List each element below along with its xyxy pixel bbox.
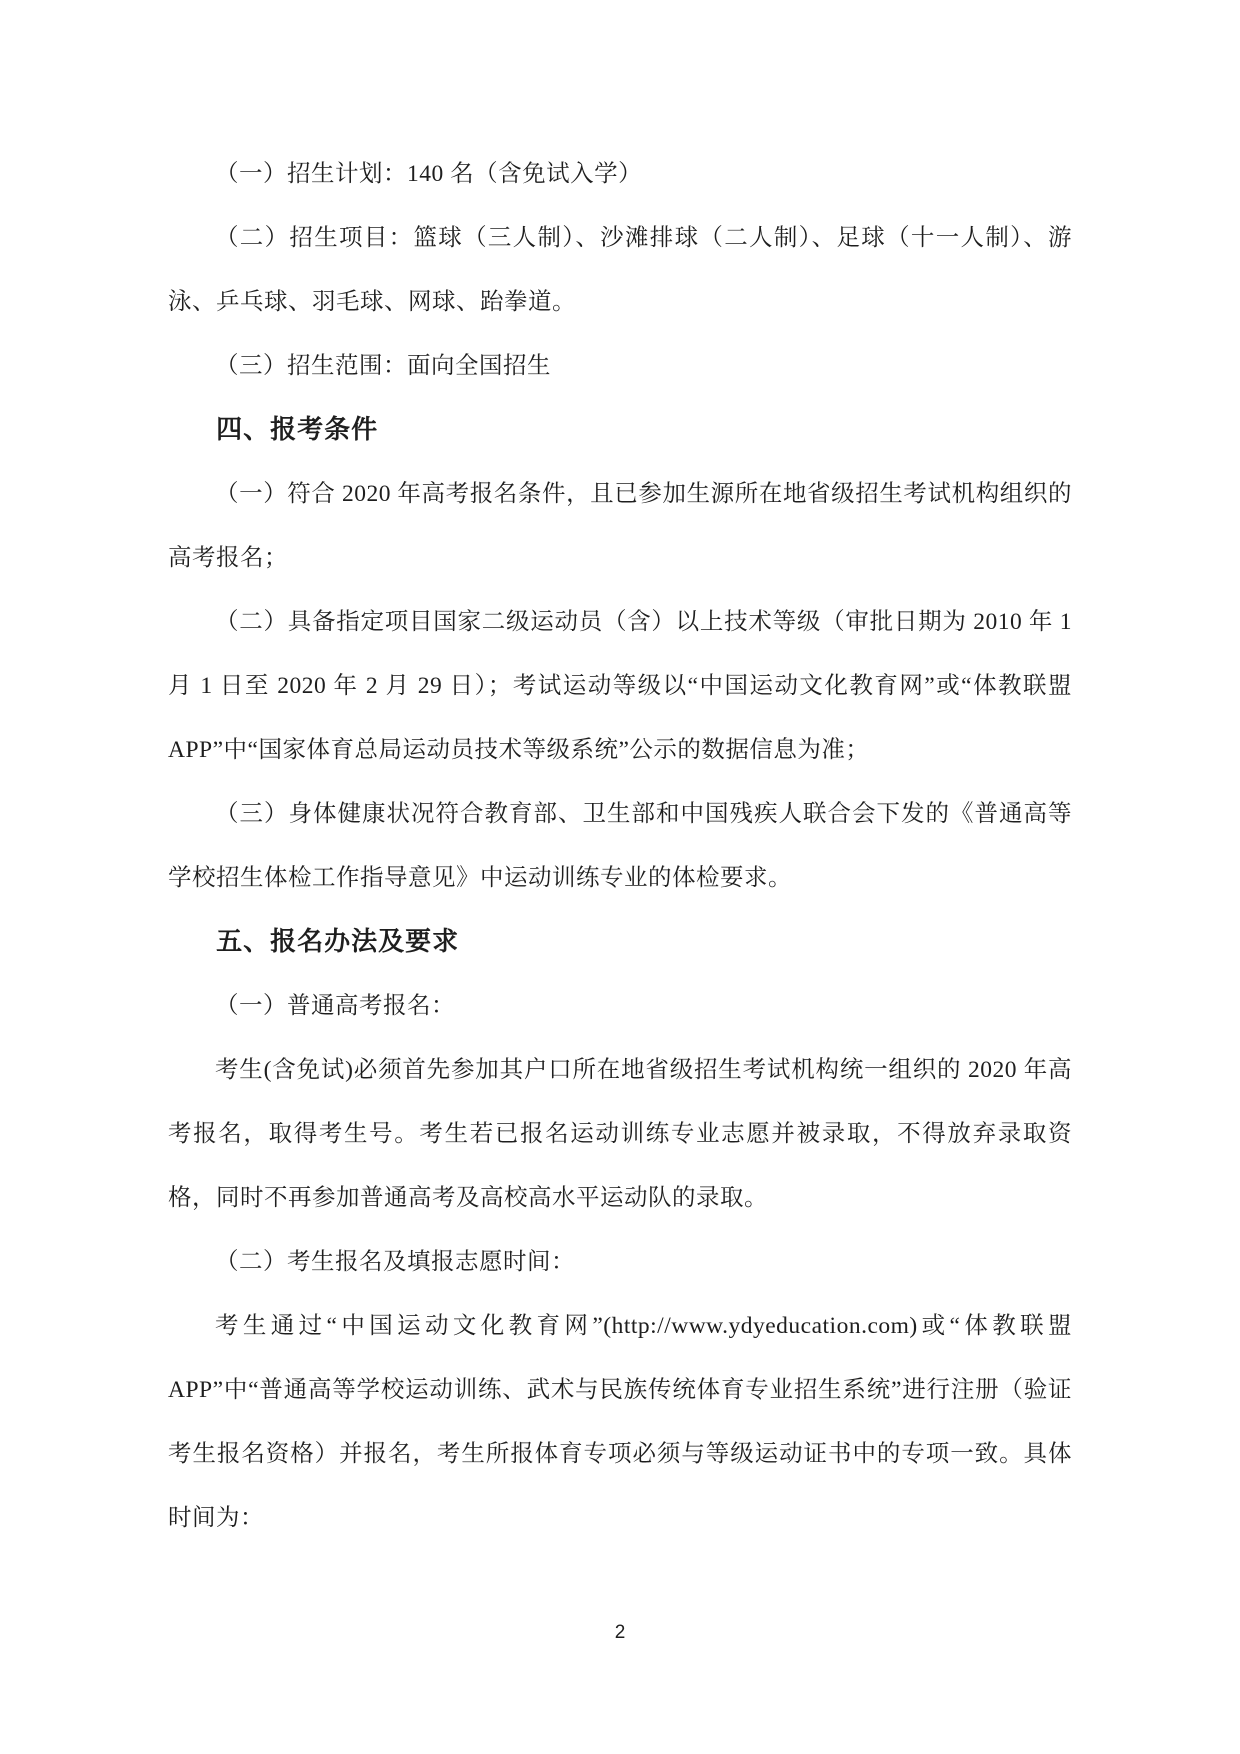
page-footer — [0, 1618, 1240, 1649]
para-gaokao-registration-label: （一）普通高考报名： — [215, 993, 455, 1019]
para-enrollment-events: （二）招生项目：篮球（三人制）、沙滩排球（二人制）、足球（十一人制）、游泳、乒乓球、羽毛球、网球、跆拳道。 — [168, 225, 1072, 315]
document-content — [168, 142, 1072, 1550]
heading-application-requirements: 四、报考条件 — [216, 415, 379, 444]
para-enrollment-plan: （一）招生计划：140 名（含免试入学） — [215, 161, 643, 187]
page-number: 2 — [614, 1622, 626, 1643]
para-requirement-gaokao-eligibility: （一）符合 2020 年高考报名条件，且已参加生源所在地省级招生考试机构组织的高考报名； — [168, 481, 1072, 571]
para-gaokao-registration-detail: 考生(含免试)必须首先参加其户口所在地省级招生考试机构统一组织的 2020 年高考报名，取得考生号。考生若已报名运动训练专业志愿并被录取，不得放弃录取资格，同时不再参加普通高考及高校高水平运动队的录取。 — [168, 1057, 1072, 1211]
para-registration-system-detail: 考生通过“中国运动文化教育网”(http://www.ydyeducation.com)或“体教联盟 APP”中“普通高等学校运动训练、武术与民族传统体育专业招生系统”进行注册（验证考生报名资格）并报名，考生所报体育专项必须与等级运动证书中的专项一致。具体时间为： — [168, 1313, 1072, 1531]
heading-registration-method: 五、报名办法及要求 — [216, 927, 460, 956]
para-requirement-athlete-grade: （二）具备指定项目国家二级运动员（含）以上技术等级（审批日期为 2010 年 1 月 1 日至 2020 年 2 月 29 日）；考试运动等级以“中国运动文化教育网”或“体教联盟 APP”中“国家体育总局运动员技术等级系统”公示的数据信息为准； — [168, 609, 1072, 763]
para-requirement-health: （三）身体健康状况符合教育部、卫生部和中国残疾人联合会下发的《普通高等学校招生体检工作指导意见》中运动训练专业的体检要求。 — [168, 801, 1072, 891]
para-enrollment-scope: （三）招生范围：面向全国招生 — [215, 353, 551, 379]
para-registration-time-label: （二）考生报名及填报志愿时间： — [215, 1249, 575, 1275]
